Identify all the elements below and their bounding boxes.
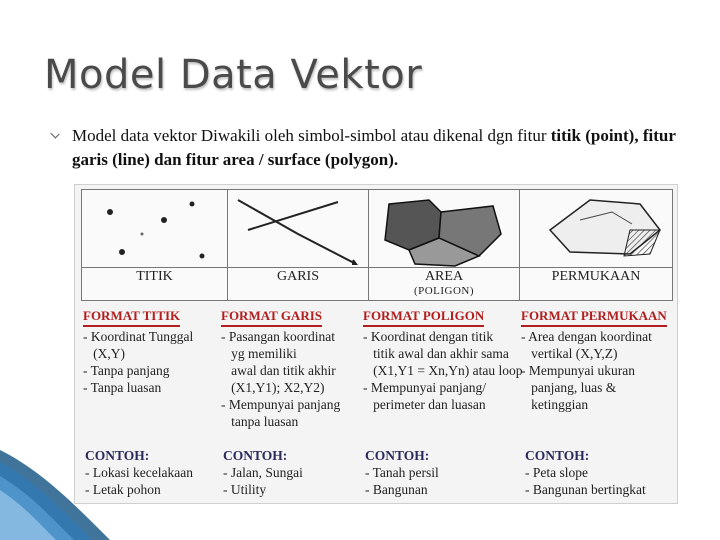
- slide-title: Model Data Vektor: [44, 52, 423, 98]
- panel-caption: TITIK: [82, 267, 227, 300]
- panel-permukaan: [519, 189, 673, 301]
- example-label: CONTOH:: [365, 448, 430, 463]
- surface-features-illustration: [520, 190, 672, 270]
- format-description: - Pasangan koordinat yg memiliki awal dan titik akhir (X1,Y1); X2,Y2) - Mempunyai panjang tanpa luasan: [221, 329, 341, 429]
- point-features-illustration: [82, 190, 227, 270]
- format-column-titik: [83, 307, 193, 396]
- example-body: - Tanah persil - Bangunan: [365, 465, 439, 497]
- panel-caption: GARIS: [228, 267, 368, 300]
- vector-model-figure: [74, 184, 678, 504]
- example-label: CONTOH:: [525, 448, 590, 463]
- format-heading: FORMAT POLIGON: [363, 307, 484, 327]
- format-description: - Koordinat Tunggal (X,Y) - Tanpa panjang - Tanpa luasan: [83, 329, 194, 395]
- polygon-features-illustration: [369, 190, 519, 270]
- format-heading: FORMAT TITIK: [83, 307, 180, 327]
- figure-panels: [81, 189, 671, 299]
- panel-garis: [227, 189, 369, 301]
- panel-area: [368, 189, 520, 301]
- example-label: CONTOH:: [85, 448, 150, 463]
- example-garis: [223, 447, 303, 498]
- format-heading: FORMAT PERMUKAAN: [521, 307, 667, 327]
- example-label: CONTOH:: [223, 448, 288, 463]
- panel-caption: AREA (POLIGON): [369, 267, 519, 300]
- decorative-swoosh: [0, 440, 120, 540]
- bullet-arrow-icon: [50, 129, 59, 138]
- bullet-text-plain: Model data vektor Diwakili oleh simbol-simbol atau dikenal dgn fitur: [72, 126, 551, 145]
- example-body: - Jalan, Sungai - Utility: [223, 465, 303, 497]
- format-heading: FORMAT GARIS: [221, 307, 322, 327]
- panel-caption: PERMUKAAN: [520, 267, 672, 300]
- bullet-text: [72, 124, 690, 172]
- format-description: - Koordinat dengan titik titik awal dan akhir sama (X1,Y1 = Xn,Yn) atau loop - Mempunyai panjang/ perimeter dan luasan: [363, 329, 523, 412]
- bullet-item: [50, 124, 690, 172]
- format-column-poligon: [363, 307, 522, 413]
- format-description: - Area dengan koordinat vertikal (X,Y,Z) - Mempunyai ukuran panjang, luas & ketinggian: [521, 329, 652, 412]
- example-poligon: [365, 447, 439, 498]
- example-body: - Peta slope - Bangunan bertingkat: [525, 465, 646, 497]
- panel-titik: [81, 189, 228, 301]
- line-features-illustration: [228, 190, 368, 270]
- format-column-garis: [221, 307, 340, 430]
- bullet-text-bold: titik (point), fitur garis (line) dan fitur area / surface (polygon).: [72, 126, 676, 169]
- example-permukaan: [525, 447, 646, 498]
- format-column-permukaan: [521, 307, 667, 413]
- example-body: - Lokasi kecelakaan - Letak pohon: [85, 465, 193, 497]
